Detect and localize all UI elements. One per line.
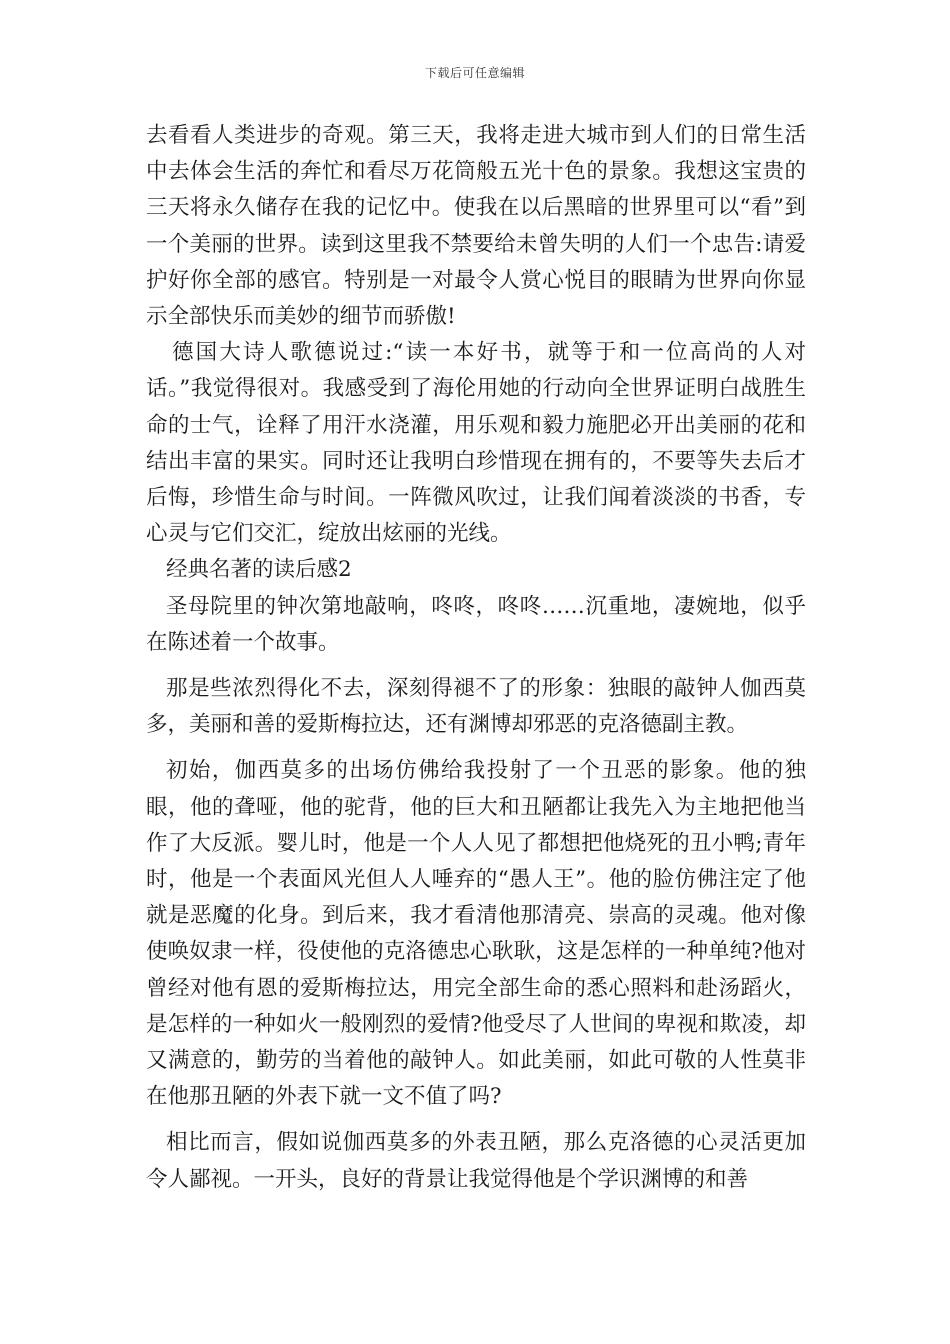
document-body: [146, 118, 806, 1198]
paragraph-quasimodo: 初始，伽西莫多的出场仿佛给我投射了一个丑恶的影象。他的独眼，他的聋哑，他的驼背，他的巨大和丑陋都让我先入为主地把他当作了大反派。婴儿时，他是一个人人见了都想把他烧死的丑小鸭;青年时，他是一个表面风光但人人唾弃的“愚人王”。他的脸仿佛注定了他就是恶魔的化身。到后来，我才看清他那清亮、崇高的灵魂。他对像使唤奴隶一样，役使他的克洛德忠心耿耿，这是怎样的一种单纯?他对曾经对他有恩的爱斯梅拉达，用完全部生命的悉心照料和赴汤蹈火，是怎样的一种如火一般刚烈的爱情?他受尽了人世间的卑视和欺凌，却又满意的，勤劳的当着他的敲钟人。如此美丽，如此可敬的人性莫非在他那丑陋的外表下就一文不值了吗?: [146, 758, 806, 1110]
paragraph-goethe-quote: 德国大诗人歌德说过:“读一本好书，就等于和一位高尚的人对话。”我觉得很对。我感受到了海伦用她的行动向全世界证明白战胜生命的士气，诠释了用汗水浇灌，用乐观和毅力施肥必开出美丽的花和结出丰富的果实。同时还让我明白珍惜现在拥有的，不要等失去后才后悔，珍惜生命与时间。一阵微风吹过，让我们闻着淡淡的书香，专心灵与它们交汇，绽放出炫丽的光线。: [146, 340, 806, 547]
paragraph-characters: 那是些浓烈得化不去，深刻得褪不了的形象：独眼的敲钟人伽西莫多，美丽和善的爱斯梅拉达，还有渊博却邪恶的克洛德副主教。: [146, 676, 806, 738]
section-heading: 经典名著的读后感2: [166, 557, 352, 583]
paragraph-continued: 去看看人类进步的奇观。第三天，我将走进大城市到人们的日常生活中去体会生活的奔忙和看尽万花筒般五光十色的景象。我想这宝贵的三天将永久储存在我的记忆中。使我在以后黑暗的世界里可以“看”到一个美丽的世界。读到这里我不禁要给未曾失明的人们一个忠告:请爱护好你全部的感官。特别是一对最令人赏心悦目的眼睛为世界向你显示全部快乐而美妙的细节而骄傲!: [146, 123, 806, 330]
page-header-note: 下载后可任意编辑: [424, 66, 525, 80]
paragraph-claude: 相比而言，假如说伽西莫多的外表丑陋，那么克洛德的心灵活更加令人鄙视。一开头，良好的背景让我觉得他是个学识渊博的和善: [146, 1130, 806, 1192]
paragraph-bells: 圣母院里的钟次第地敲响，咚咚，咚咚……沉重地，凄婉地，似乎在陈述着一个故事。: [146, 593, 806, 655]
